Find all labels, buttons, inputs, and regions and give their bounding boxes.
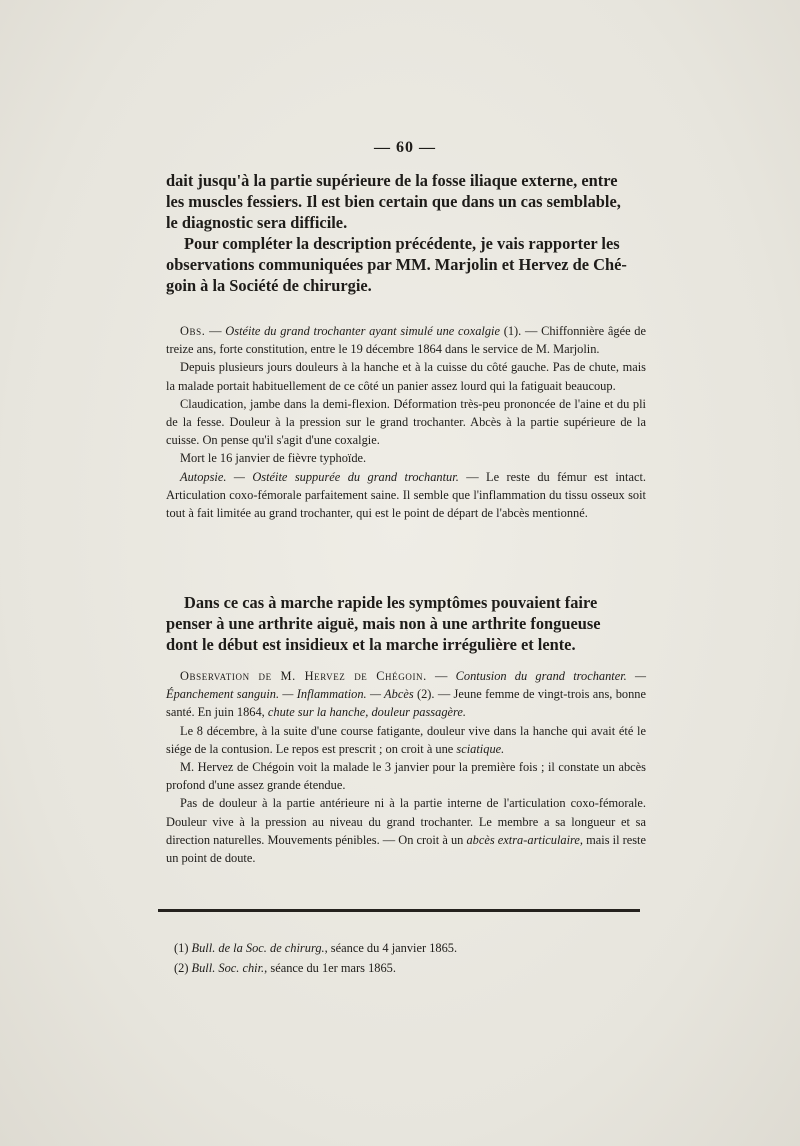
text-line: penser à une arthrite aiguë, mais non à une arthrite fongueuse [166,614,601,634]
obs-text: Le 8 décembre, à la suite d'une course fatigante, douleur vive dans la hanche qui avait été le siége de la contusion. Le repos est prescrit ; on croit à une [166,723,646,756]
separator: — [205,324,226,338]
paragraph-intro [166,170,646,234]
footnote-number: (2) [174,961,192,975]
footnote-text: , séance du 4 janvier 1865. [324,941,458,955]
footnote-number: (1) [174,941,192,955]
text-line: le diagnostic sera difficile. [166,213,348,233]
obs-text-italic: abcès extra-articulaire, [466,832,584,847]
footnote-source: Bull. Soc. chir. [191,961,265,975]
text-line: les muscles fessiers. Il est bien certain que dans un cas semblable, [166,192,621,212]
obs-paragraph: Claudication, jambe dans la demi-flexion. Déformation très-peu prononcée de l'aine et du pli de la fesse. Douleur à la pression sur le grand trochanter. Abcès à la partie supérieure de la cuisse. On pense qu'il s'agit d'une coxalgie. [166,396,646,448]
paragraph-conclusion [166,592,646,656]
obs-text-italic: chute sur la hanche, douleur passagère. [267,705,466,720]
obs-title: Ostéite du grand trochanter ayant simulé une coxalgie [225,324,500,338]
footnote [174,958,644,978]
obs-paragraph [166,468,646,523]
text-line: Pour compléter la description précédente, je vais rapporter les [184,234,620,253]
obs-text: mais il reste un point de doute. [166,832,647,866]
obs-text-italic: sciatique. [456,741,505,756]
text-line: goin à la Société de chirurgie. [166,276,372,296]
obs-paragraph [166,722,646,758]
obs-label: Obs. [180,324,206,338]
text-line: Dans ce cas à marche rapide les symptômes pouvaient faire [184,593,598,612]
obs-label: Observation de M. Hervez de Chégoin. [180,669,427,683]
text-line: dont le début est insidieux et la marche irrégulière et lente. [166,635,576,655]
footnotes [174,938,644,978]
obs-paragraph [166,794,646,867]
autopsie-label: Autopsie. — Ostéite suppurée du grand trochantur. [180,469,459,484]
separator: — [426,669,456,683]
obs-paragraph: M. Hervez de Chégoin voit la malade le 3 janvier pour la première fois ; il constate un abcès profond d'une assez grande étendue. [166,760,646,793]
footnote [174,938,644,958]
observation-hervez [166,667,646,867]
paragraph-description [166,233,646,297]
text-line: dait jusqu'à la partie supérieure de la fosse iliaque externe, entre [166,171,618,190]
obs-paragraph: Depuis plusieurs jours douleurs à la hanche et à la cuisse du côté gauche. Pas de chute, mais la malade portait habituellement de ce côté un panier assez lourd qui la fatiguait beaucoup. [166,360,646,393]
footnote-source: Bull. de la Soc. de chirurg. [191,941,325,955]
obs-text: — Le reste du fémur est intact. Articulation coxo-fémorale parfaitement saine. Il semble que l'inflammation du tissu osseux soit tout à fait limitée au grand trochanter, qui est le point de départ de l'abcès mentionné. [166,469,646,521]
footnote-text: , séance du 1er mars 1865. [264,961,396,975]
obs-paragraph: Mort le 16 janvier de fièvre typhoïde. [180,451,367,466]
obs-text: Pas de douleur à la partie antérieure ni à la partie interne de l'articulation coxo-fémorale. Douleur vive à la pression au niveau du grand trochanter. Le membre a sa longueur et sa direction naturelles. Mouvements pénibles. — On croit à un [166,796,646,847]
page-number: — 60 — [374,139,436,156]
obs-title: Contusion du grand trochanter. — Épanchement sanguin. — Inflammation. — Abcès [166,669,646,702]
footnote-divider [158,909,640,912]
observation-header [166,322,646,358]
obs-text: (2). — Jeune femme de vingt-trois ans, bonne santé. En juin 1864, [166,687,646,720]
obs-text: (1). — Chiffonnière âgée de treize ans, forte constitution, entre le 19 décembre 1864 dans le service de M. Marjolin. [166,324,646,357]
observation-header [166,667,646,722]
text-line: observations communiquées par MM. Marjolin et Hervez de Ché- [166,255,627,275]
observation-marjolin [166,322,646,522]
